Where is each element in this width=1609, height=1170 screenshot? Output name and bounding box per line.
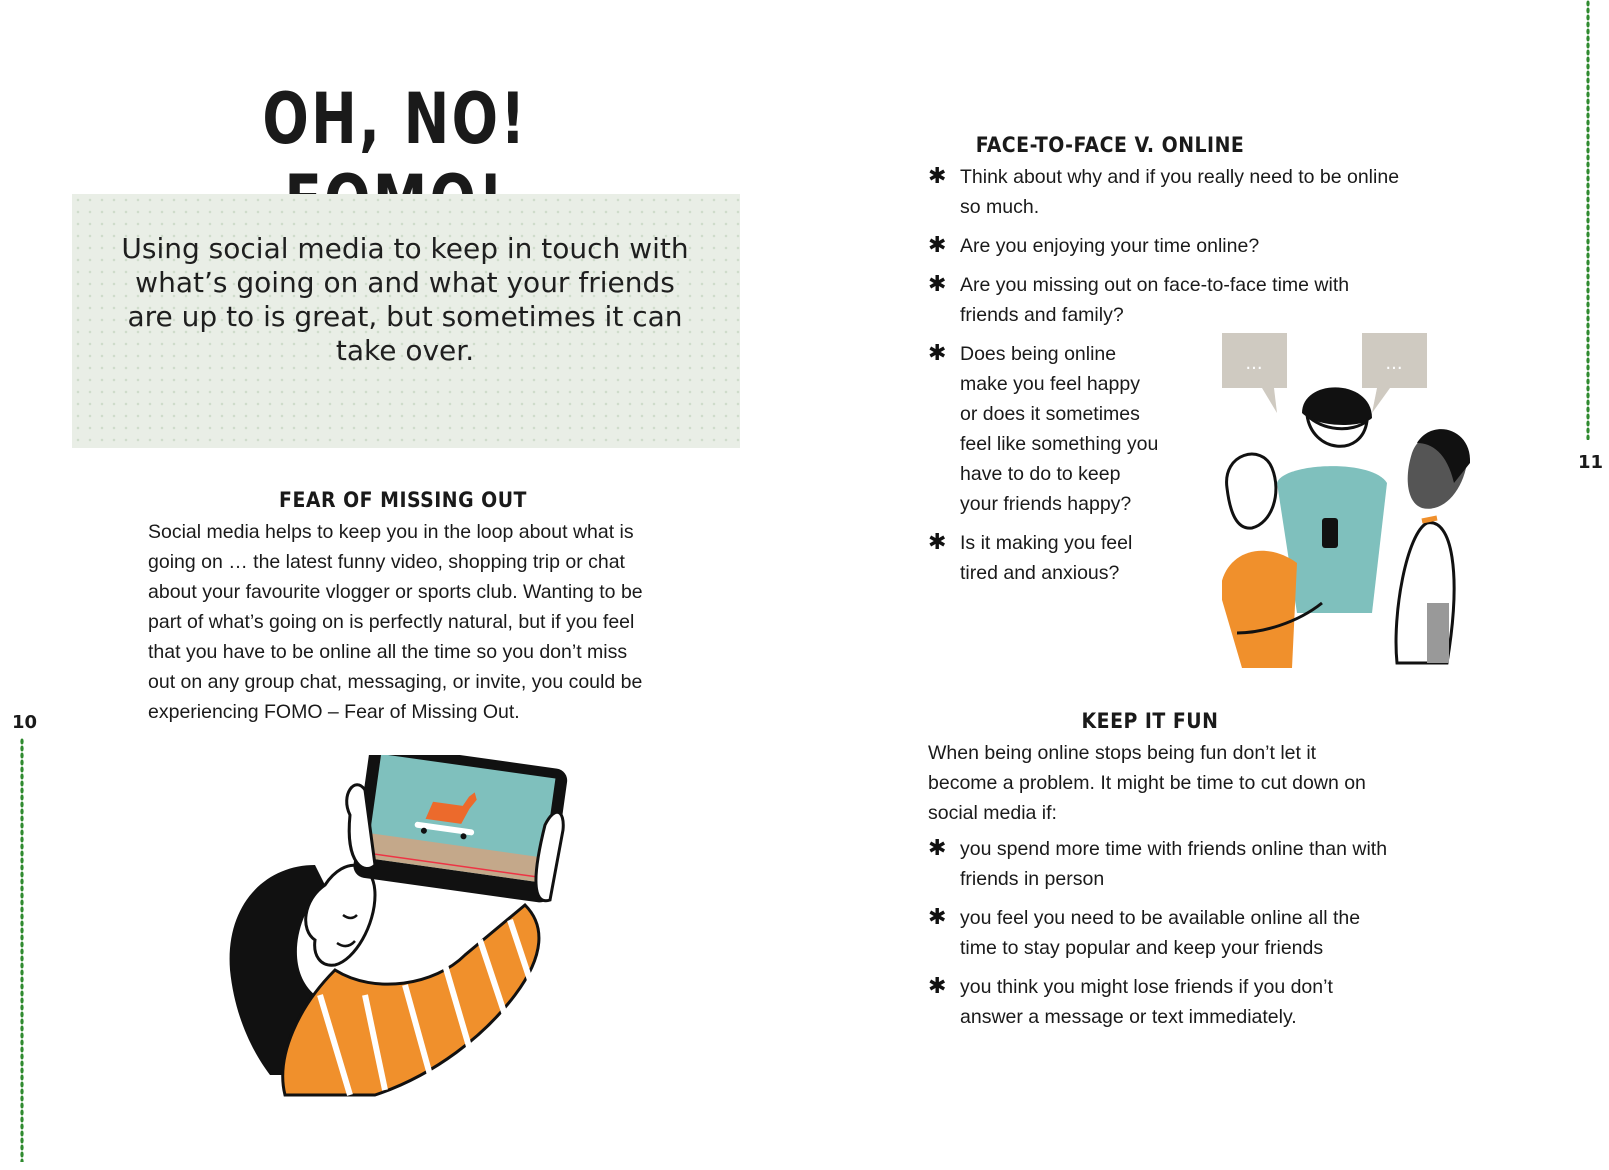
dotted-margin-line-left	[20, 738, 24, 1162]
section-heading-fomo: FEAR OF MISSING OUT	[279, 488, 527, 512]
three-friends-illustration	[1222, 333, 1507, 678]
asterisk-star-icon: ✱	[928, 973, 947, 998]
list-item: ✱ Does being online make you feel happy or does it sometimes feel like something you have to do to keep your friends happy?	[928, 340, 1159, 515]
list-item: ✱ Is it making you feel tired and anxious?	[928, 529, 1133, 584]
list-item: ✱ Are you enjoying your time online?	[928, 231, 1408, 261]
section-body-keep-it-fun: When being online stops being fun don’t let it become a problem. It might be time to cut down on social media if:	[928, 742, 1366, 824]
page-number-right: 11	[1578, 452, 1604, 473]
intro-text: Using social media to keep in touch with what’s going on and what your friends are up to is great, but sometimes it can take over.	[121, 232, 689, 367]
page-number-left: 10	[12, 712, 38, 733]
speech-bubble-text: ...	[1385, 353, 1403, 374]
asterisk-star-icon: ✱	[928, 529, 947, 554]
list-item: ✱ you spend more time with friends online than with friends in person	[928, 835, 1388, 890]
list-item: ✱ you think you might lose friends if you don’t answer a message or text immediately.	[928, 973, 1333, 1028]
asterisk-star-icon: ✱	[928, 835, 947, 860]
list-item: ✱ you feel you need to be available online all the time to stay popular and keep your friends	[928, 904, 1361, 959]
asterisk-star-icon: ✱	[928, 340, 947, 365]
list-item: ✱ Are you missing out on face-to-face time with friends and family?	[928, 271, 1350, 326]
bullet-list-keep-it-fun	[928, 834, 1388, 1041]
section-heading-face-to-face: FACE-TO-FACE V. ONLINE	[975, 133, 1245, 157]
girl-with-tablet-illustration	[225, 755, 585, 1100]
section-heading-keep-it-fun: KEEP IT FUN	[1081, 709, 1219, 733]
page-title: OH, NO!	[262, 78, 528, 160]
asterisk-star-icon: ✱	[928, 271, 947, 296]
asterisk-star-icon: ✱	[928, 163, 947, 188]
list-item: ✱ Think about why and if you really need to be online so much.	[928, 163, 1400, 218]
asterisk-star-icon: ✱	[928, 232, 947, 257]
asterisk-star-icon: ✱	[928, 904, 947, 929]
section-body-fomo: Social media helps to keep you in the loop about what is going on … the latest funny video, shopping trip or chat about your favourite vlogger or sports club. Wanting to be part of what’s going on is perfectly natural, but if you feel that you have to be online all the time so you don’t miss out on any group chat, messaging, or invite, you could be experiencing FOMO – Fear of Missing Out.	[148, 521, 643, 723]
speech-bubble-text: ...	[1245, 353, 1263, 374]
dotted-margin-line-right	[1586, 0, 1590, 440]
